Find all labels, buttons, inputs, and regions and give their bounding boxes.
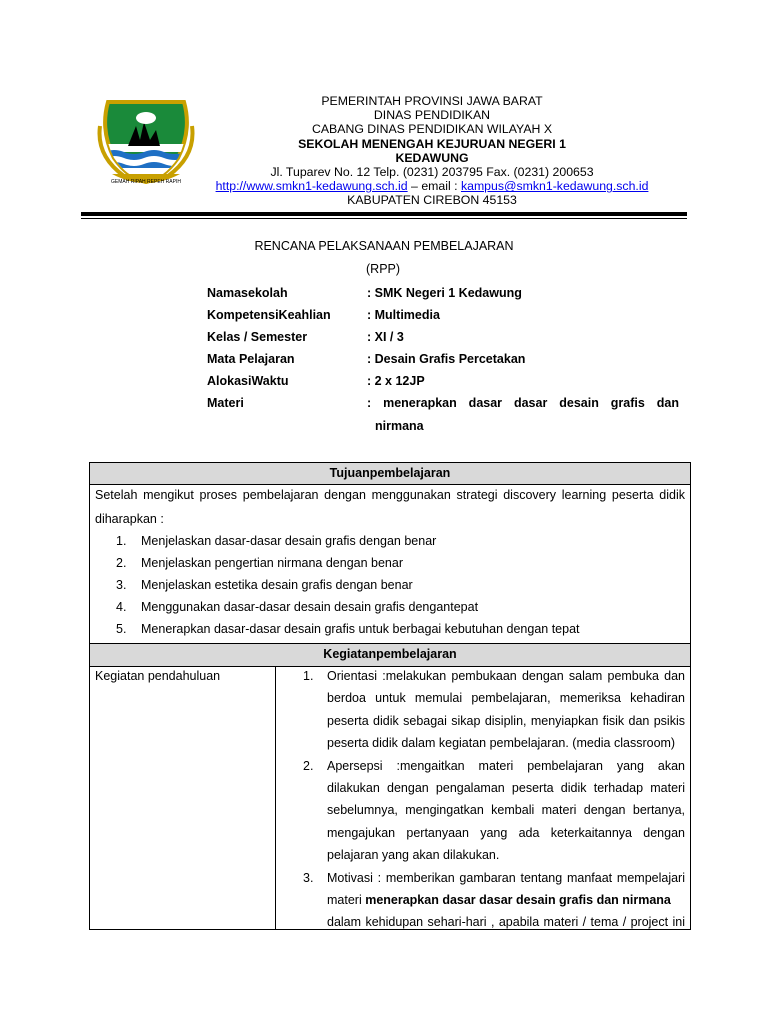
email-link[interactable]: kampus@smkn1-kedawung.sch.id (460, 179, 649, 194)
letterhead-line: DINAS PENDIDIKAN (373, 108, 491, 123)
info-label: Mata Pelajaran (207, 352, 295, 366)
contact-line (200, 179, 664, 193)
document-title: RENCANA PELAKSANAAN PEMBELAJARAN (254, 239, 514, 253)
activity-bold-material: menerapkan dasar dasar desain grafis dan nirmana (365, 893, 671, 907)
activity-line (327, 893, 671, 907)
activity-line: mengajukan pertanyaan yang ada keterkaitannya dengan (327, 826, 685, 840)
goal-number: 2. (116, 556, 127, 570)
table-column-divider (275, 666, 276, 930)
info-value: : Desain Grafis Percetakan (367, 352, 526, 366)
activity-number: 1. (303, 669, 314, 683)
info-value-cont: nirmana (375, 419, 424, 433)
document-subtitle: (RPP) (366, 262, 401, 276)
goal-item: Menjelaskan dasar-dasar desain grafis dengan benar (141, 534, 437, 548)
activity-line: Orientasi :melakukan pembukaan dengan salam pembuka dan (327, 669, 685, 683)
activity-text: materi (327, 893, 366, 907)
goal-item: Menggunakan dasar-dasar desain desain grafis dengantepat (141, 600, 479, 614)
info-value: : Multimedia (367, 308, 440, 322)
activity-number: 3. (303, 871, 314, 885)
table-header-activities: Kegiatanpembelajaran (90, 644, 690, 666)
info-value: : SMK Negeri 1 Kedawung (367, 286, 522, 300)
activity-line: Apersepsi :mengaitkan materi pembelajaran yang akan (327, 759, 685, 773)
rpp-table (89, 462, 691, 930)
letterhead-line: PEMERINTAH PROVINSI JAWA BARAT (321, 94, 543, 108)
goal-number: 5. (116, 622, 127, 636)
goal-number: 3. (116, 578, 127, 592)
email-separator: – email : (407, 179, 461, 194)
intro-text-cont: diharapkan : (95, 512, 164, 526)
activity-line: peserta didik sebagai sikap disiplin, menyiapkan fisik dan psikis (327, 714, 685, 728)
city: KABUPATEN CIREBON 45153 (347, 193, 517, 208)
table-header-objectives: Tujuanpembelajaran (90, 463, 690, 484)
school-name-cont: KEDAWUNG (395, 150, 469, 165)
activity-line: berdoa untuk memulai pembelajaran, memeriksa kehadiran (327, 691, 685, 705)
website-link[interactable]: http://www.smkn1-kedawung.sch.id (215, 179, 408, 194)
goal-number: 4. (116, 600, 127, 614)
info-label: KompetensiKeahlian (207, 308, 331, 322)
goal-item: Menerapkan dasar-dasar desain grafis untuk berbagai kebutuhan dengan tepat (141, 622, 580, 636)
info-label: Materi (207, 396, 244, 410)
goal-item: Menjelaskan pengertian nirmana dengan benar (141, 556, 403, 570)
letterhead (200, 94, 664, 208)
goal-number: 1. (116, 534, 127, 548)
letterhead-rule-thick (81, 212, 687, 216)
school-name: SEKOLAH MENENGAH KEJURUAN NEGERI 1 (298, 136, 566, 151)
info-value: : 2 x 12JP (367, 374, 425, 388)
west-java-crest-icon (94, 96, 198, 188)
activity-line: dilakukan dengan pengalaman peserta didik terhadap materi (327, 781, 685, 795)
letterhead-line: CABANG DINAS PENDIDIKAN WILAYAH X (311, 122, 553, 137)
info-value: : XI / 3 (367, 330, 404, 344)
intro-text: Setelah mengikut proses pembelajaran dengan menggunakan strategi discovery learning peserta didik (95, 488, 685, 502)
info-label: Namasekolah (207, 286, 288, 300)
goal-item: Menjelaskan estetika desain grafis dengan benar (141, 578, 413, 592)
activity-line: Motivasi : memberikan gambaran tentang manfaat mempelajari (327, 871, 685, 885)
info-label: Kelas / Semester (207, 330, 308, 344)
activity-number: 2. (303, 759, 314, 773)
info-label: AlokasiWaktu (207, 374, 289, 388)
address: Jl. Tuparev No. 12 Telp. (0231) 203795 Fax. (0231) 200653 (270, 165, 594, 180)
activity-line: peserta didik dalam kegiatan pembelajaran. (media classroom) (327, 736, 676, 750)
activity-line: dalam kehidupan sehari-hari , apabila materi / tema / project ini (327, 915, 685, 929)
table-divider (90, 666, 690, 667)
activity-line: pelajaran yang akan dilakukan. (327, 848, 500, 862)
info-value: : menerapkan dasar dasar desain grafis dan (367, 396, 679, 410)
activity-line: sebelumnya, mengingatkan kembali materi dengan bertanya, (327, 803, 685, 817)
letterhead-rule-thin (81, 218, 687, 219)
table-divider (90, 484, 690, 485)
activity-phase-label: Kegiatan pendahuluan (95, 669, 221, 683)
svg-text:GEMAH RIPAH REPEH RAPIH: GEMAH RIPAH REPEH RAPIH (111, 179, 181, 185)
